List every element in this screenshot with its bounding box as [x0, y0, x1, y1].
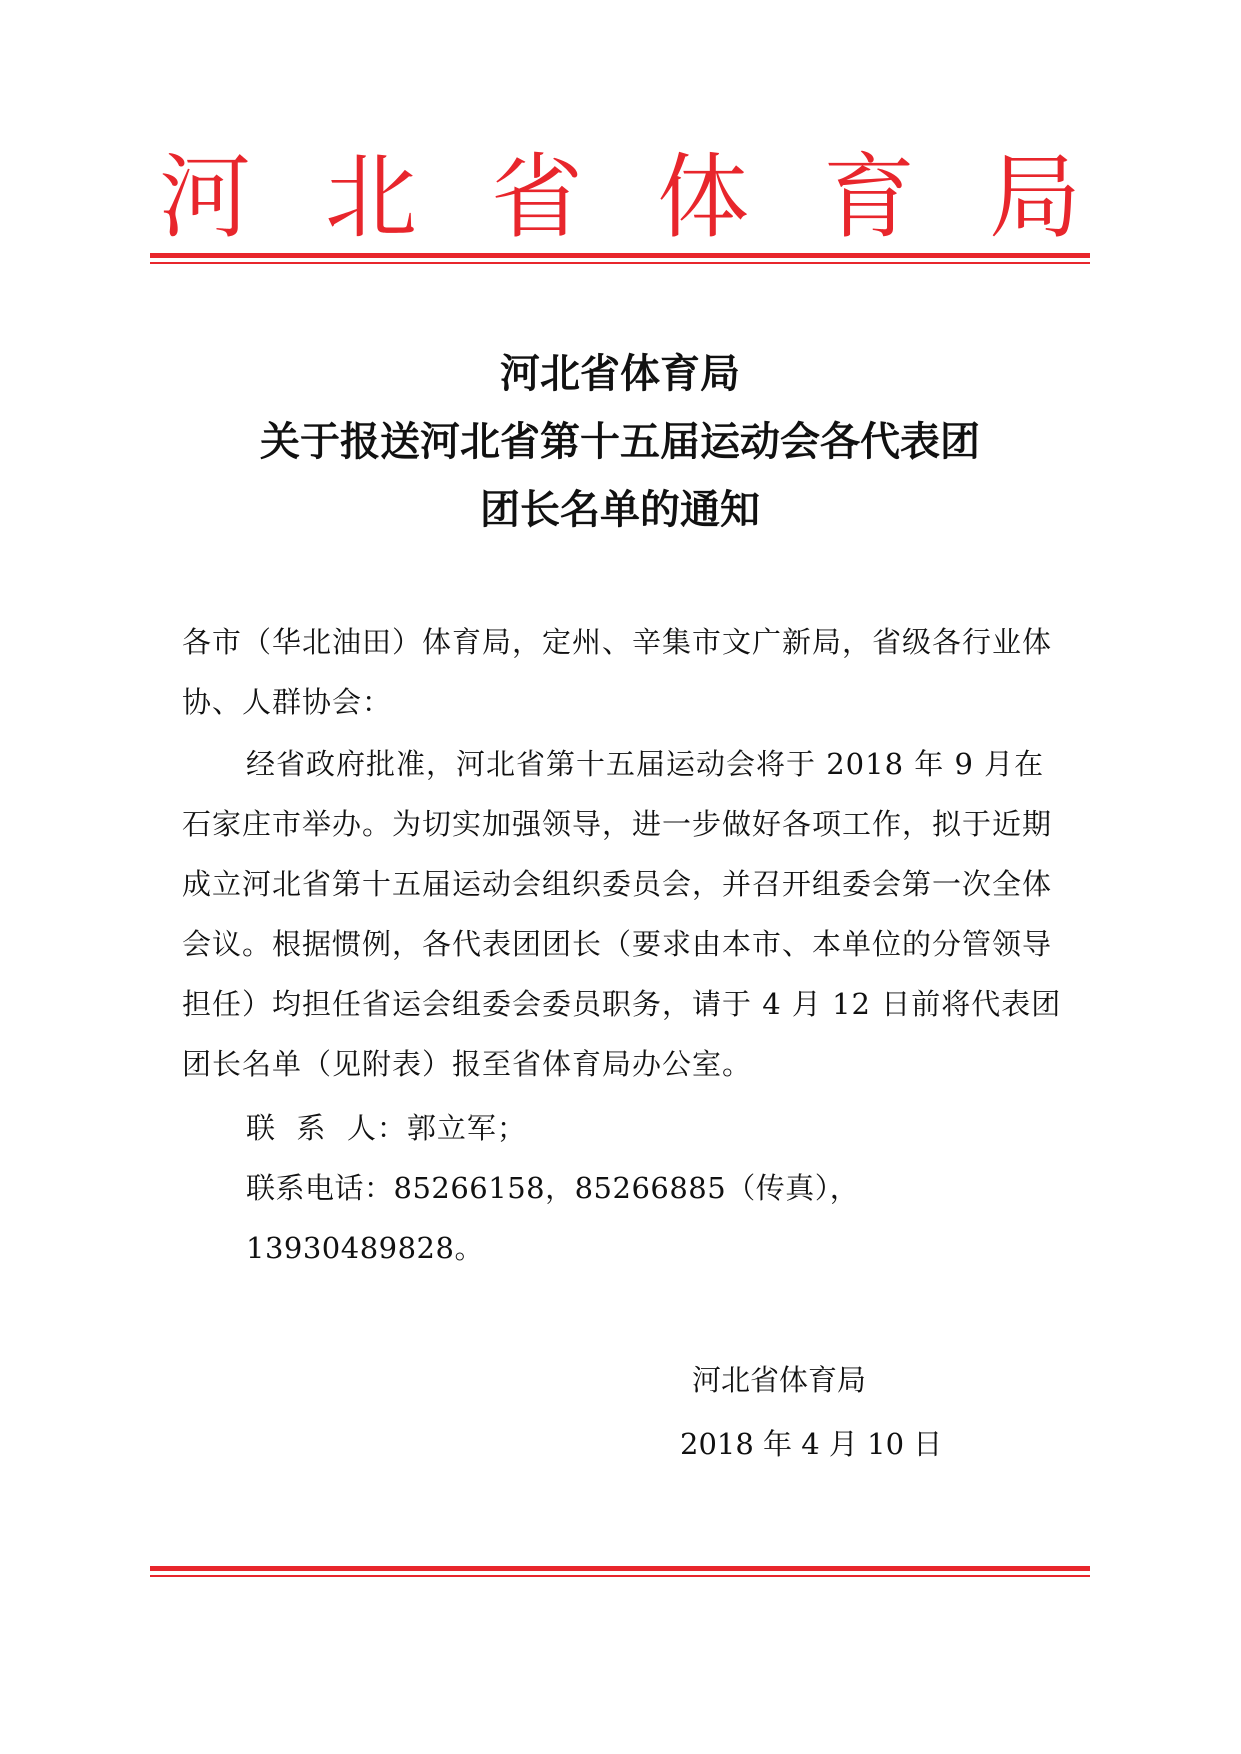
document-title: [150, 340, 1090, 544]
header-rule-thin: [150, 262, 1090, 264]
letterhead-char: 局: [988, 144, 1081, 251]
contact-person: 联 系 人：郭立军；: [246, 1111, 527, 1145]
body-paragraph: 经省政府批准，河北省第十五届运动会将于 2018 年 9 月在石家庄市举办。为切实加强领导，进一步做好各项工作，拟于近期成立河北省第十五届运动会组织委员会，并召开组委会第一次全体会议。根据惯例，各代表团团长（要求由本市、本单位的分管领导担任）均担任省运会组委会委员职务，请于 4 月 12 日前将代表团团长名单（见附表）报至省体育局办公室。: [182, 747, 1062, 1081]
title-line-1: 河北省体育局: [500, 351, 740, 397]
letterhead-char: 河: [158, 144, 251, 251]
letterhead-char: 育: [822, 144, 915, 251]
signature-date: 2018 年 4 月 10 日: [680, 1427, 943, 1461]
letterhead: [150, 144, 1090, 251]
addressee: 各市（华北油田）体育局，定州、辛集市文广新局，省级各行业体协、人群协会：: [182, 625, 1053, 719]
title-line-2: 关于报送河北省第十五届运动会各代表团: [260, 419, 980, 465]
footer-rule-thin: [150, 1575, 1090, 1577]
letterhead-char: 省: [490, 144, 583, 251]
contact-phone: 联系电话：85266158，85266885（传真），13930489828。: [246, 1171, 860, 1265]
footer-rule-thick: [150, 1566, 1090, 1571]
header-rule-thick: [150, 253, 1090, 258]
title-line-3: 团长名单的通知: [480, 487, 760, 533]
signature-organization: 河北省体育局: [692, 1363, 867, 1397]
letterhead-char: 体: [656, 144, 749, 251]
letterhead-char: 北: [324, 144, 417, 251]
